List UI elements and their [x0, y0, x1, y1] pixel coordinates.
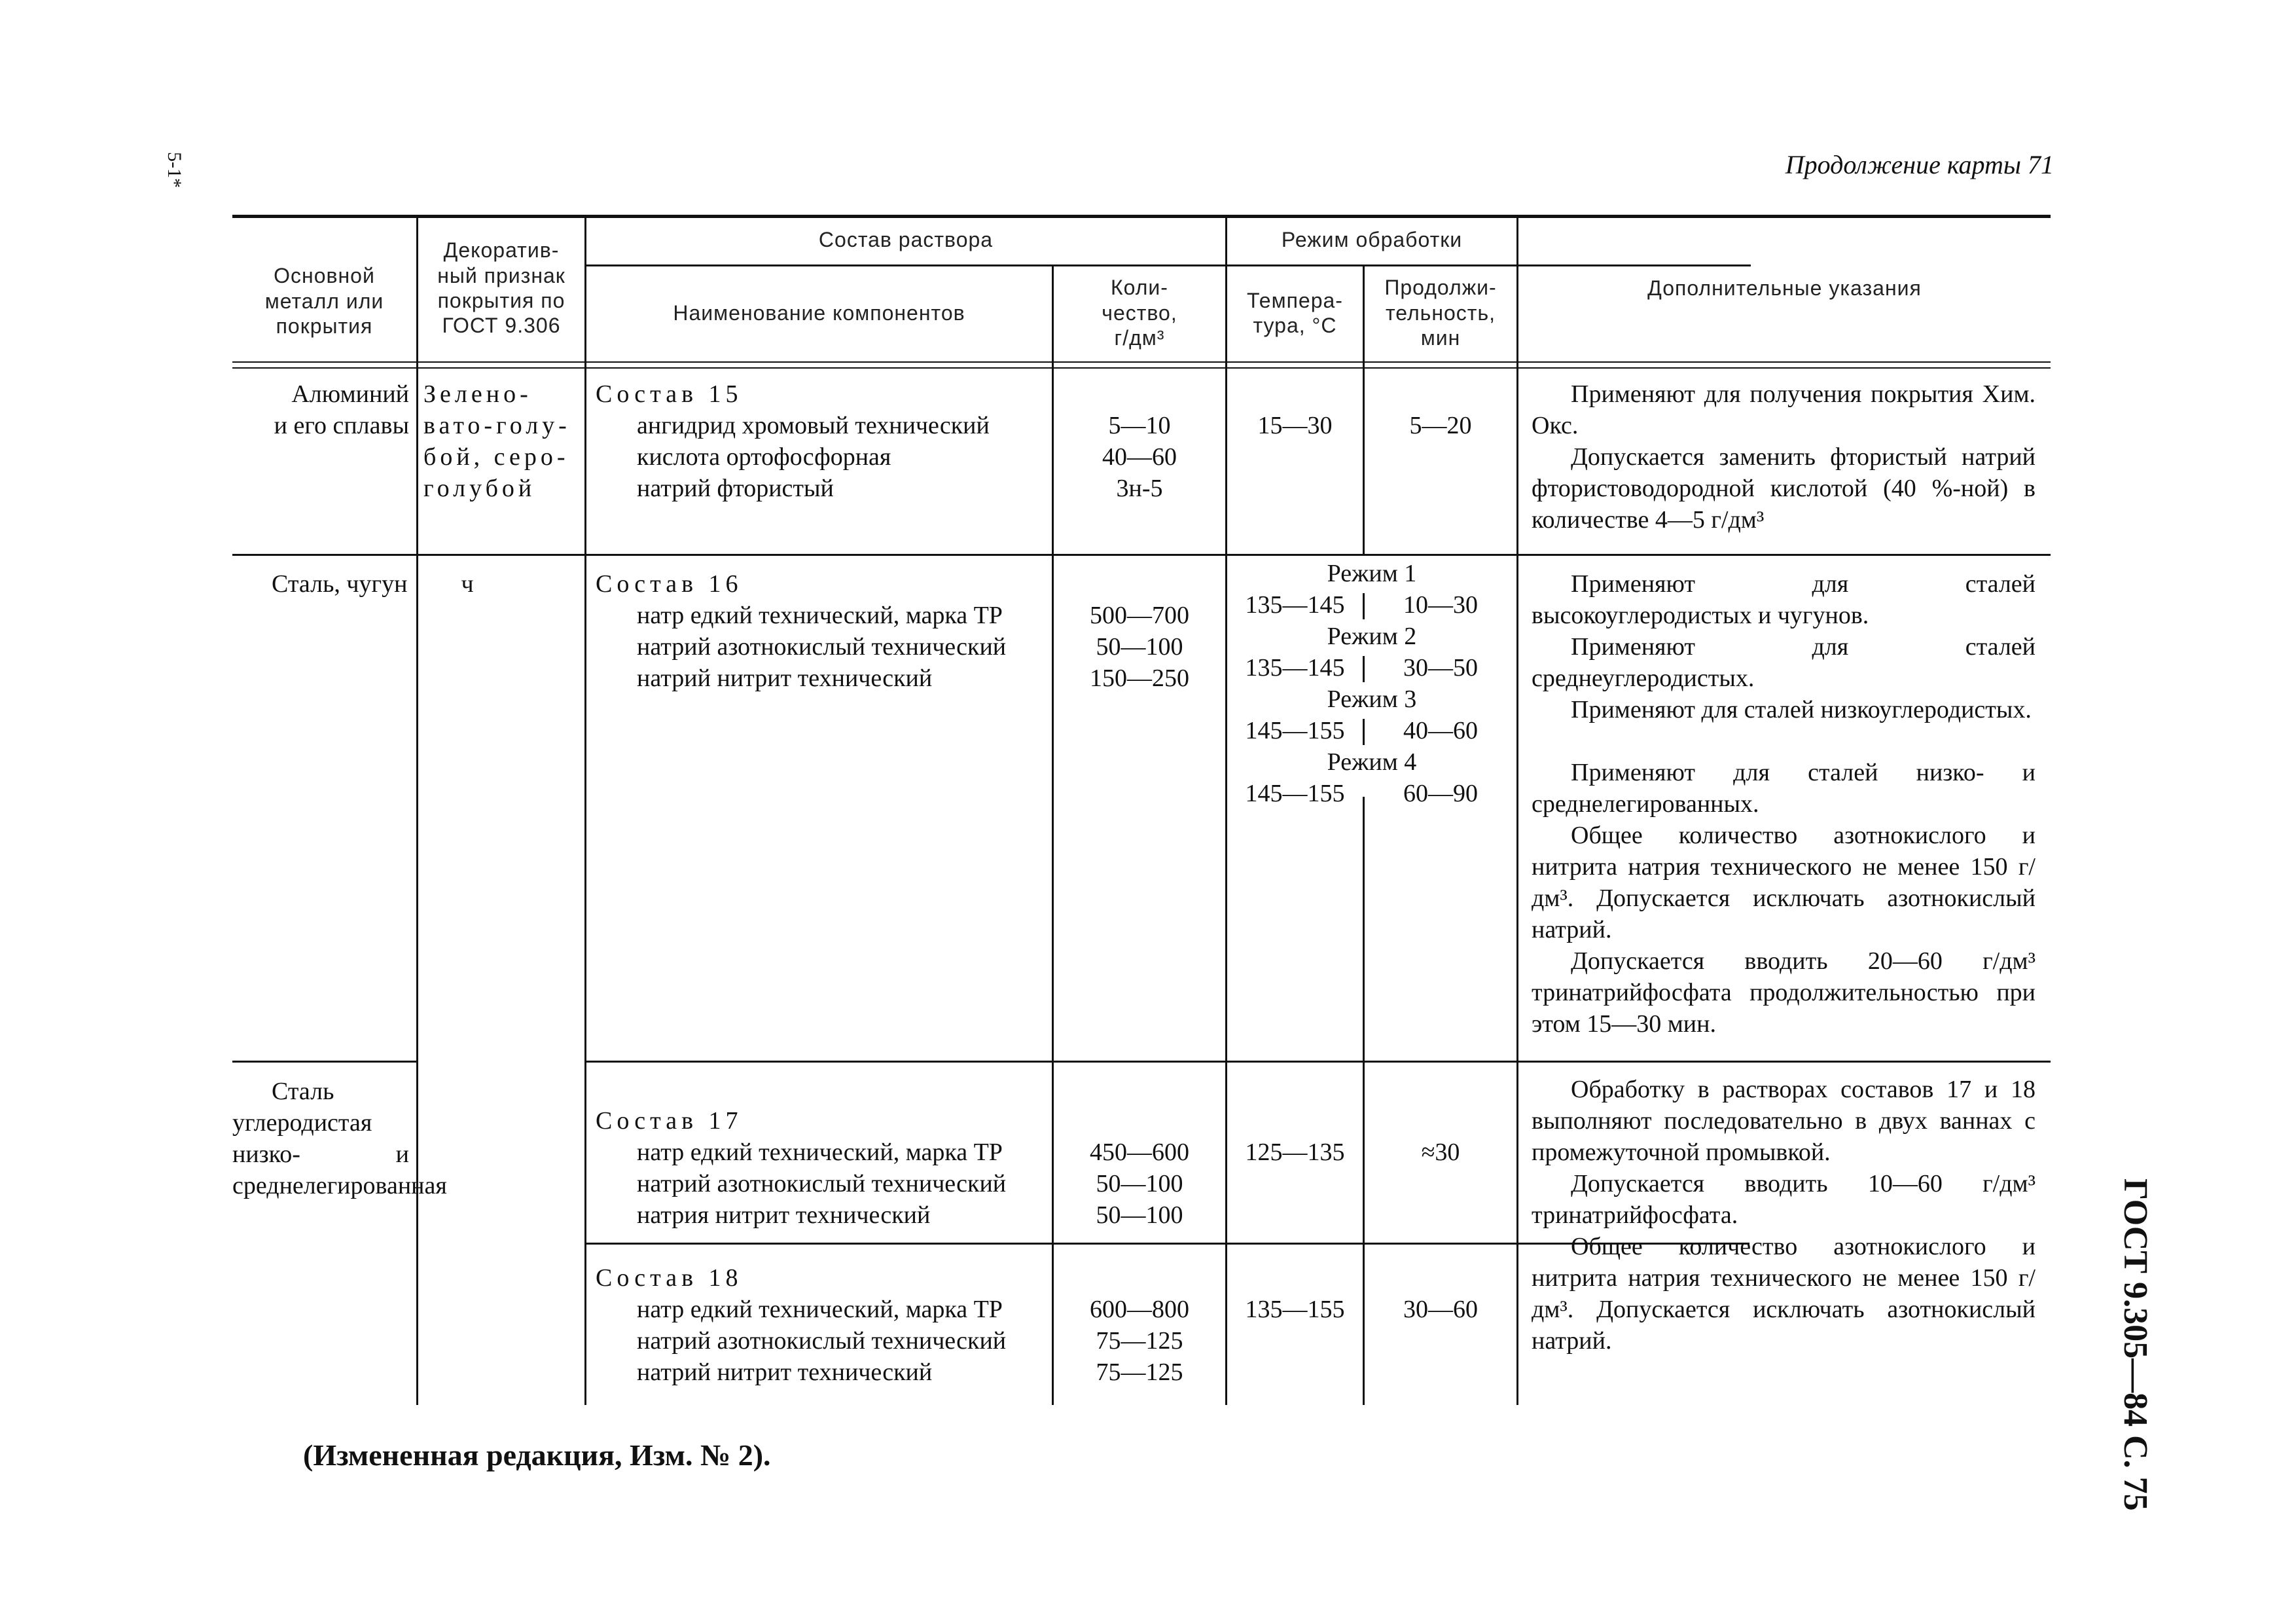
footer-revision-note: (Измененная редакция, Изм. № 2). — [303, 1438, 771, 1472]
row2-bottom-rule — [584, 1061, 2051, 1063]
gost-page-reference: ГОСТ 9.305—84 С. 75 — [2117, 1178, 2154, 1511]
row2-note-5: Общее количество азотнокислого и нитрита натрия технического не менее 150 г/дм³. Допускается исключать азотнокислый натрий. — [1532, 822, 2036, 943]
row3-duration: ≈30 — [1421, 1139, 1460, 1166]
row3-note-3: Общее количество азотнокислого и нитрита натрия технического не менее 150 г/дм³. Допускается исключать азотнокислый натрий. — [1532, 1233, 2036, 1355]
row3-quantities: 450—600 50—100 50—100 — [1090, 1139, 1189, 1229]
mode-2-duration: 30—50 — [1403, 654, 1478, 682]
header-bottom-rule — [232, 361, 2051, 369]
col-rule-4 — [1225, 215, 1227, 1405]
col-rule-2 — [584, 215, 586, 1405]
header-decorative: Декоратив- ный признак покрытия по ГОСТ 9.306 — [437, 238, 565, 338]
row2-metal: Сталь, чугун — [272, 570, 408, 598]
row4-duration: 30—60 — [1403, 1296, 1478, 1323]
row2-components: натр едкий технический, марка ТР натрий азотнокислый технический натрий нитрит технический — [637, 602, 1007, 692]
row4-components: натр едкий технический, марка ТР натрий азотнокислый технический натрий нитрит технический — [637, 1296, 1007, 1386]
mode-1-duration: 10—30 — [1403, 591, 1478, 619]
row1-decorative: Зелено- вато-голу- бой, серо- голубой — [423, 380, 571, 502]
header-base-metal: Основной металл или покрытия — [264, 264, 384, 338]
row1-note-1: Применяют для получения покрытия Хим. Окс. — [1532, 380, 2036, 439]
row3-metal: Сталь углеродистая низко- и среднелегированная — [232, 1078, 447, 1199]
row1-quantities: 5—10 40—60 3н-5 — [1102, 412, 1177, 502]
mode-3-duration: 40—60 — [1403, 717, 1478, 744]
mode-1-temperature: 135—145 — [1245, 591, 1345, 619]
row2-note-1: Применяют для сталей высокоуглеродистых и чугунов. — [1532, 570, 2036, 629]
row1-components: ангидрид хромовый технический кислота ортофосфорная натрий фтористый — [637, 412, 990, 502]
header-component-name: Наименование компонентов — [673, 301, 965, 325]
row4-temperature: 135—155 — [1245, 1296, 1345, 1323]
row2-quantities: 500—700 50—100 150—250 — [1090, 602, 1189, 692]
row1-temperature: 15—30 — [1257, 412, 1333, 439]
header-notes: Дополнительные указания — [1647, 276, 1922, 300]
continuation-caption: Продолжение карты 71 — [1785, 150, 2054, 179]
mode-2-label: Режим 2 — [1327, 623, 1417, 650]
mode-4-label: Режим 4 — [1327, 748, 1417, 776]
mode-3-label: Режим 3 — [1327, 685, 1417, 713]
row2-note-6: Допускается вводить 20—60 г/дм³ тринатрийфосфата продолжительностью при этом 15—30 мин. — [1532, 947, 2036, 1038]
header-mode: Режим обработки — [1281, 227, 1463, 251]
row1-duration: 5—20 — [1409, 412, 1472, 439]
row2-note-4: Применяют для сталей низко- и среднелегированных. — [1532, 759, 2036, 818]
row2-note-3: Применяют для сталей низкоуглеродистых. — [1571, 696, 2032, 723]
row1-composition-title: Состав 15 — [596, 380, 743, 408]
header-quantity: Коли- чество, г/дм³ — [1102, 276, 1177, 350]
mode-4-duration: 60—90 — [1403, 780, 1478, 807]
col-rule-5c — [1363, 1061, 1365, 1405]
col-rule-1 — [416, 215, 418, 1405]
row2-metal-rule — [232, 1061, 416, 1063]
row2-decorative: ч — [461, 570, 474, 598]
row1-bottom-rule — [232, 554, 2051, 556]
row3-components: натр едкий технический, марка ТР натрий азотнокислый технический натрия нитрит технический — [637, 1139, 1007, 1229]
row4-quantities: 600—800 75—125 75—125 — [1090, 1296, 1189, 1386]
row2-composition-title: Состав 16 — [596, 570, 743, 598]
row1-metal: Алюминий и его сплавы — [274, 380, 409, 439]
col-rule-6 — [1516, 215, 1518, 1405]
row3-note-2: Допускается вводить 10—60 г/дм³ тринатрийфосфата. — [1532, 1170, 2036, 1229]
row2-note-2: Применяют для сталей среднеуглеродистых. — [1532, 633, 2036, 692]
header-temperature: Темпера- тура, °С — [1247, 288, 1343, 337]
row4-composition-title: Состав 18 — [596, 1264, 743, 1292]
mode-4-temperature: 145—155 — [1245, 780, 1345, 807]
row3-composition-title: Состав 17 — [596, 1107, 743, 1135]
header-solution: Состав раствора — [818, 227, 994, 251]
mode-3-temperature: 145—155 — [1245, 717, 1345, 744]
row1-note-2: Допускается заменить фтористый натрий фтористоводородной кислотой (40 %-ной) в количестве 4—5 г/дм³ — [1532, 443, 2036, 534]
side-mark: 5-1* — [164, 152, 185, 188]
mode-2-temperature: 135—145 — [1245, 654, 1345, 682]
row3-temperature: 125—135 — [1245, 1139, 1345, 1166]
col-rule-5b — [1363, 797, 1365, 1061]
header-duration: Продолжи- тельность, мин — [1384, 276, 1497, 350]
treatment-table — [232, 215, 2051, 1405]
row3-note-1: Обработку в растворах составов 17 и 18 выполняют последовательно в двух ваннах с промежуточной промывкой. — [1532, 1076, 2036, 1166]
mode-1-label: Режим 1 — [1327, 560, 1417, 587]
